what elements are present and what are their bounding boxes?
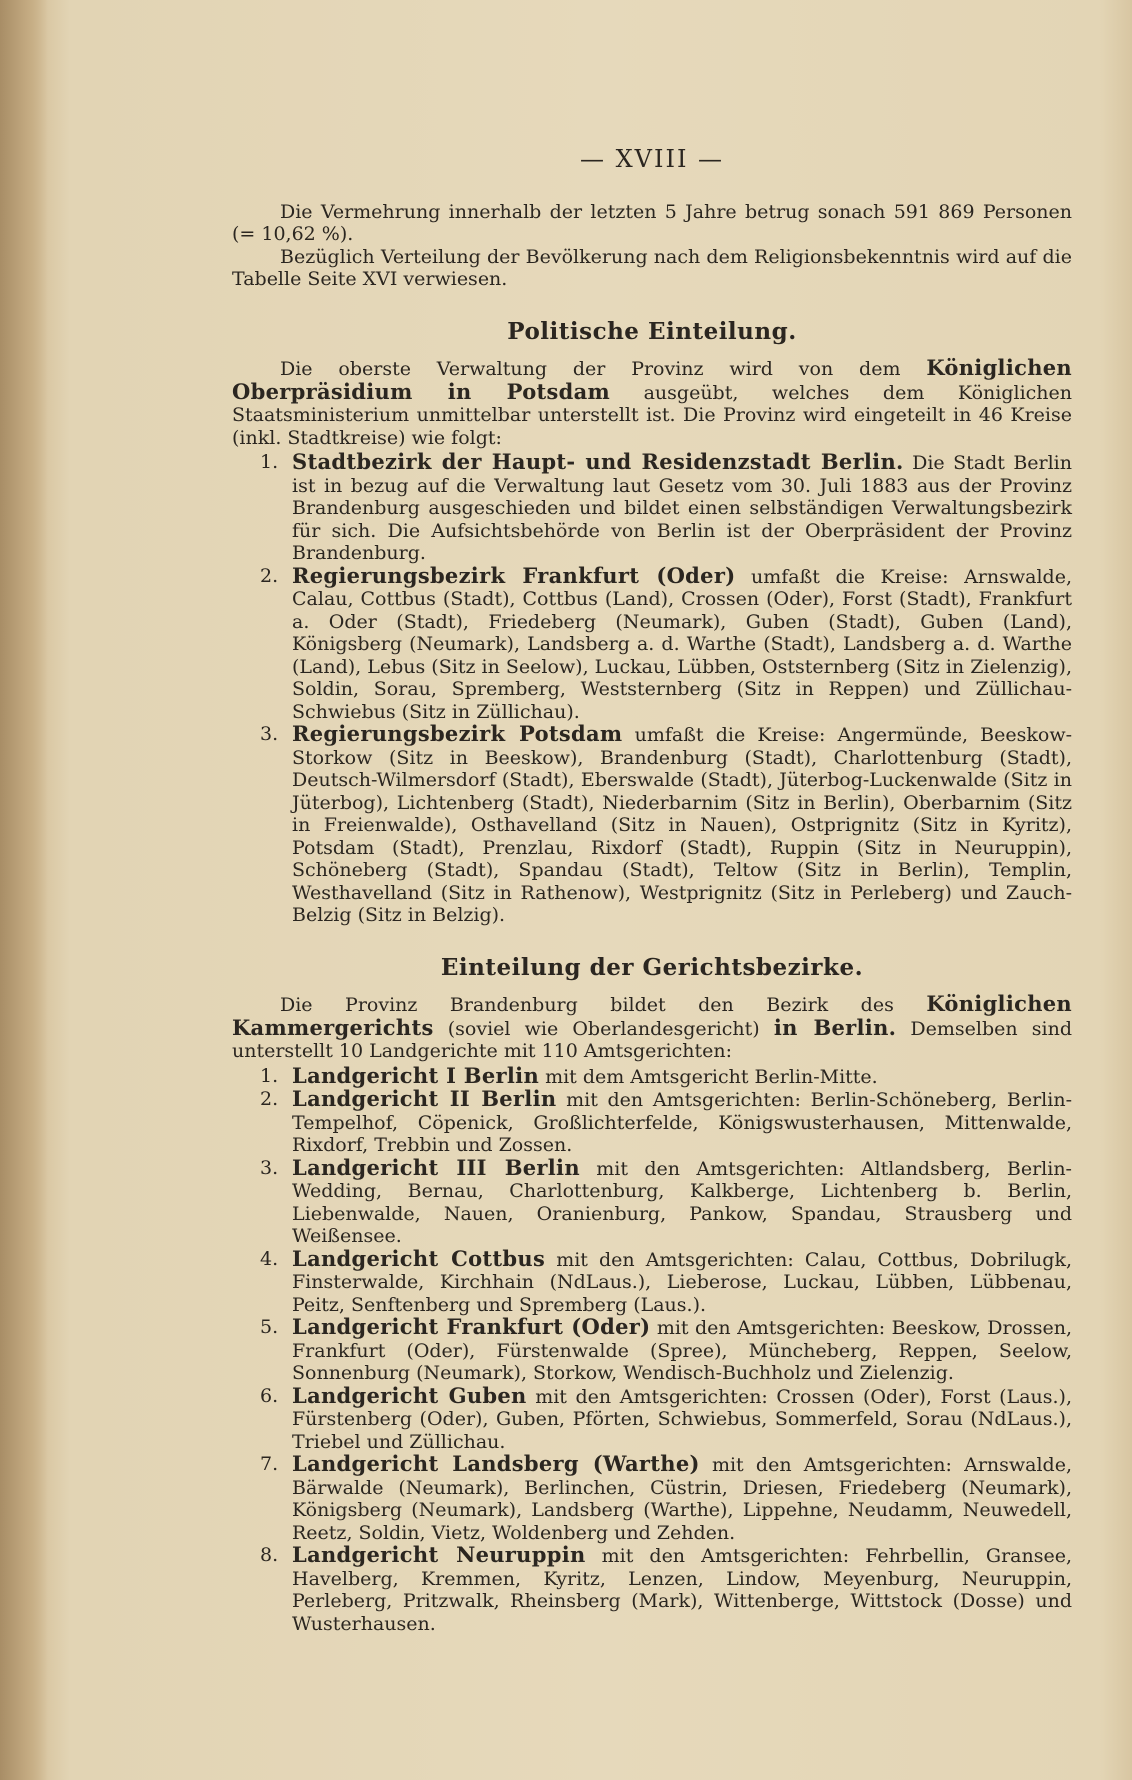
list-item [232,1453,1072,1544]
item-title: Landgericht Cottbus [292,1245,546,1271]
page-content [232,145,1073,1635]
item-title: Landgericht I Berlin [292,1062,540,1088]
item-title: Regierungsbezirk Potsdam [292,721,623,746]
item-text: mit den Amtsgerichten: Beeskow, Drossen, Frankfurt (Oder), Fürstenwalde (Spree), Müncheberg, Reppen, Seelow, Sonnenburg (Neumark), Storkow, Wendisch-Buchholz und Zielenzig. [292,1317,1073,1384]
item-text: umfaßt die Kreise: Angermünde, Beeskow-Storkow (Sitz in Beeskow), Brandenburg (Stadt), Charlottenburg (Stadt), Deutsch-Wilmersdorf (Stadt), Eberswalde (Stadt), Jüterbog-Luckenwalde (Sitz in Jüterbog), Lichtenberg (Stadt), Niederbarnim (Sitz in Berlin), Oberbarnim (Sitz in Freienwalde), Osthavelland (Sitz in Nauen), Ostprignitz (Sitz in Kyritz), Potsdam (Stadt), Prenzlau, Rixdorf (Stadt), Ruppin (Sitz in Neuruppin), Schöneberg (Stadt), Spandau (Stadt), Teltow (Sitz in Berlin), Templin, Westhavelland (Sitz in Rathenow), Westprignitz (Sitz in Perleberg) und Zauch-Belzig (Sitz in Belzig). [292,724,1073,926]
item-title: Landgericht Frankfurt (Oder) [292,1314,651,1339]
text-segment: (soviel wie Oberlandesgericht) [447,1017,760,1040]
text-segment: ausgeübt, welches dem Königlichen Staatsministerium unmittelbar unterstellt ist. Die Provinz wird eingeteilt in 46 Kreise (inkl. Stadtkreise) wie folgt: [232,381,1072,449]
item-title: Regierungsbezirk Frankfurt (Oder) [292,562,736,588]
item-number: 1. [260,1064,279,1087]
item-number: 2. [260,564,279,587]
item-number: 5. [260,1316,279,1338]
text-segment: Demselben sind unterstellt 10 Landgerichte mit 110 Amtsgerichten: [232,1017,1072,1062]
list-item [232,451,1072,565]
list-item [232,1382,1072,1454]
item-number: 6. [260,1384,279,1407]
heading-court-districts: Einteilung der Gerichtsbezirke. [440,953,864,981]
item-number: 7. [260,1453,279,1475]
item-title: Landgericht Guben [292,1382,527,1408]
item-text: mit den Amtsgerichten: Altlandsberg, Berlin-Wedding, Bernau, Charlottenburg, Kalkberge, Lichtenberg b. Berlin, Liebenwalde, Nauen, Oranienburg, Pankow, Spandau, Strausberg und Weißensee. [292,1157,1072,1247]
item-text: mit den Amtsgerichten: Arnswalde, Bärwalde (Neumark), Berlinchen, Cüstrin, Driesen, Friedeberg (Neumark), Königsberg (Neumark), Landsberg (Warthe), Lippehne, Neudamm, Neuwedell, Reetz, Soldin, Vietz, Woldenberg und Zehden. [292,1454,1073,1544]
item-text: mit dem Amtsgericht Berlin-Mitte. [545,1065,878,1088]
paragraph-administration [232,357,1072,449]
list-item [232,1088,1072,1157]
item-number: 3. [260,723,279,745]
item-number: 3. [260,1156,279,1179]
list-item [232,723,1072,927]
list-item [232,562,1072,724]
list-regional-courts [232,1062,1073,1636]
list-item [232,1544,1072,1635]
text-segment: Die Provinz Brandenburg bildet den Bezirk des [280,994,894,1016]
item-text: Die Stadt Berlin ist in bezug auf die Verwaltung laut Gesetz vom 30. Juli 1883 aus der Provinz Brandenburg ausgeschieden und bildet einen selbständigen Verwaltungsbezirk für sich. Die Aufsichtsbehörde von Berlin ist der Oberpräsident der Provinz Brandenburg. [292,452,1072,564]
list-item [232,1245,1072,1317]
paragraph-kammergericht [232,993,1072,1063]
item-number: 2. [260,1088,279,1110]
item-text: mit den Amtsgerichten: Berlin-Schöneberg, Berlin-Tempelhof, Cöpenick, Großlichterfelde, Königswusterhausen, Mittenwalde, Rixdorf, Trebbin und Zossen. [292,1089,1072,1156]
item-title: Landgericht II Berlin [292,1086,557,1111]
list-item [232,1316,1072,1385]
bold-term: Königlichen Oberpräsidium in Potsdam [232,355,1072,404]
list-item [232,1062,1072,1089]
bold-term: Königlichen Kammergerichts [232,991,1072,1040]
item-text: mit den Amtsgerichten: Calau, Cottbus, Dobrilugk, Finsterwalde, Kirchhain (NdLaus.), Lieberose, Luckau, Lübben, Lübbenau, Peitz, Senftenberg und Spremberg (Laus.). [292,1248,1072,1316]
text-segment: Die oberste Verwaltung der Provinz wird von dem [280,358,901,380]
book-gutter [0,0,48,1780]
item-text: mit den Amtsgerichten: Fehrbellin, Gransee, Havelberg, Kremmen, Kyritz, Lenzen, Lindow, Meyenburg, Neuruppin, Perleberg, Pritzwalk, Rheinsberg (Mark), Wittenberge, Wittstock (Dosse) und Wusterhausen. [292,1545,1073,1635]
list-administrative-districts [232,451,1072,927]
item-number: 4. [260,1247,279,1270]
bold-term: in Berlin. [773,1014,897,1040]
item-title: Landgericht Landsberg (Warthe) [292,1451,700,1476]
list-item [232,1154,1072,1248]
heading-political-division: Politische Einteilung. [507,317,797,345]
paragraph-religion-reference: Bezüglich Verteilung der Bevölkerung nach dem Religionsbekenntnis wird auf die Tabelle Seite XVI verwiesen. [232,245,1072,290]
paragraph-population-increase: Die Vermehrung innerhalb der letzten 5 Jahre betrug sonach 591 869 Personen (= 10,62 %). [232,200,1072,245]
item-text: mit den Amtsgerichten: Crossen (Oder), Forst (Laus.), Fürstenberg (Oder), Guben, Pförten, Schwiebus, Sommerfeld, Sorau (NdLaus.), Triebel und Züllichau. [292,1385,1072,1453]
page-number: — XVIII — [579,145,725,173]
item-number: 8. [260,1544,279,1566]
item-title: Landgericht Neuruppin [292,1542,586,1567]
item-title: Landgericht III Berlin [292,1154,580,1180]
item-text: umfaßt die Kreise: Arnswalde, Calau, Cottbus (Stadt), Cottbus (Land), Crossen (Oder), Forst (Stadt), Frankfurt a. Oder (Stadt), Friedeberg (Neumark), Guben (Stadt), Guben (Land), Königsberg (Neumark), Landsberg a. d. Warthe (Stadt), Landsberg a. d. Warthe (Land), Lebus (Sitz in Seelow), Luckau, Lübben, Oststernberg (Sitz in Zielenzig), Soldin, Sorau, Spremberg, Weststernberg (Sitz in Reppen) und Züllichau-Schwiebus (Sitz in Züllichau). [292,565,1072,723]
item-number: 1. [260,451,279,473]
item-title: Stadtbezirk der Haupt- und Residenzstadt Berlin. [292,449,904,474]
